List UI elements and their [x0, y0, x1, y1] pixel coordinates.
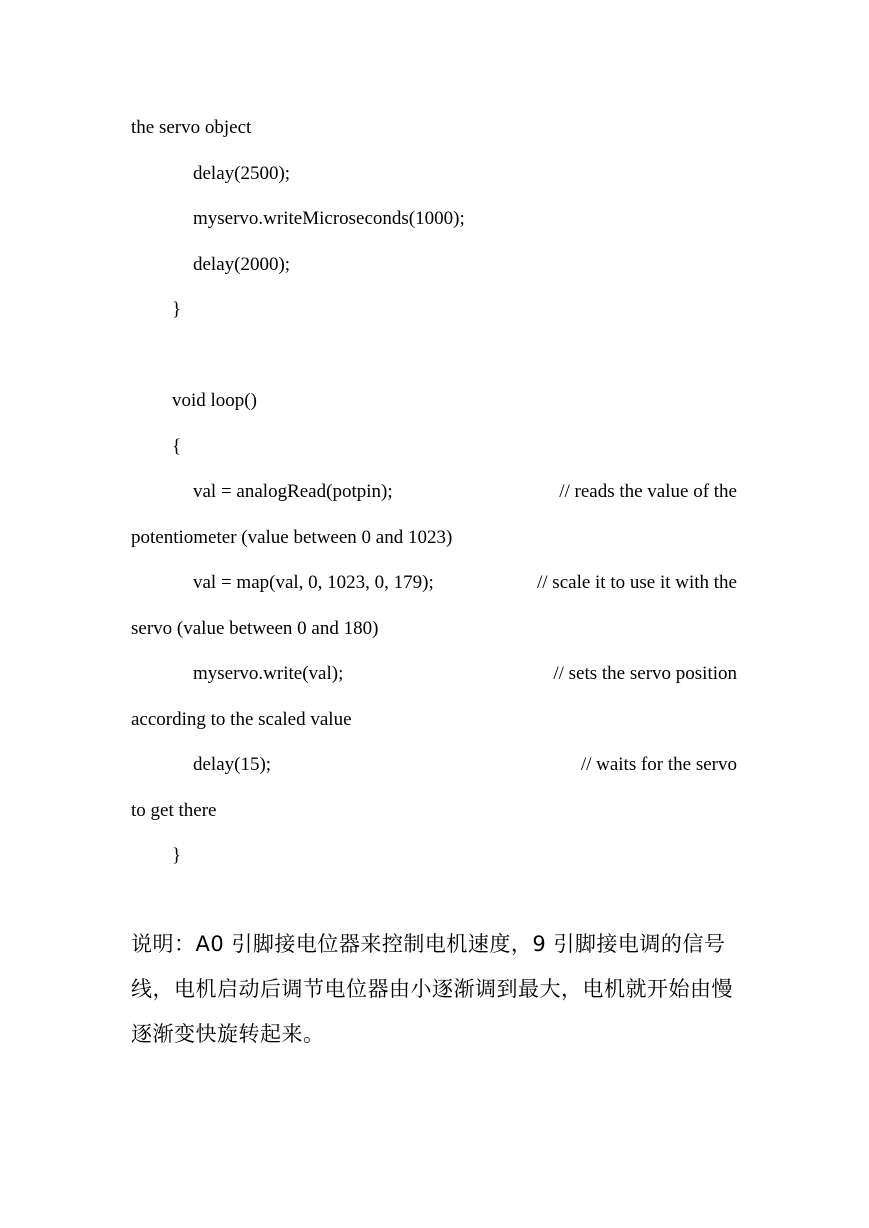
- code-line-void-loop: void loop(): [172, 390, 257, 411]
- comment-map: // scale it to use it with the: [537, 572, 737, 593]
- code-write: myservo.write(val);: [193, 663, 344, 684]
- code-map: val = map(val, 0, 1023, 0, 179);: [193, 572, 434, 593]
- comment-analog-read: // reads the value of the: [559, 481, 737, 502]
- code-line-delay-2000: delay(2000);: [193, 254, 291, 275]
- code-line-delay-15-cont: to get there: [131, 800, 217, 821]
- code-line-brace-close-loop: }: [172, 845, 182, 866]
- comment-write: // sets the servo position: [553, 663, 737, 684]
- code-row-write: [193, 662, 737, 686]
- explanation-paragraph: 说明：A0 引脚接电位器来控制电机速度，9 引脚接电调的信号线，电机启动后调节电位器由小逐渐调到最大，电机就开始由慢逐渐变快旋转起来。: [131, 932, 733, 1046]
- code-line-delay-2500: delay(2500);: [193, 163, 291, 184]
- code-row-map: [193, 571, 737, 595]
- code-line-analog-read-cont: potentiometer (value between 0 and 1023): [131, 527, 453, 548]
- code-row-delay-15: [193, 753, 737, 777]
- code-delay-15: delay(15);: [193, 754, 272, 775]
- code-line-brace-close-setup: }: [172, 299, 182, 320]
- code-line-brace-open-loop: {: [172, 436, 182, 457]
- code-line-map-cont: servo (value between 0 and 180): [131, 618, 379, 639]
- code-line-write-cont: according to the scaled value: [131, 709, 352, 730]
- code-analog-read: val = analogRead(potpin);: [193, 481, 393, 502]
- code-line-servo-object: the servo object: [131, 117, 252, 138]
- code-line-write-microseconds: myservo.writeMicroseconds(1000);: [193, 208, 465, 229]
- code-row-analog-read: [193, 480, 737, 504]
- comment-delay-15: // waits for the servo: [580, 754, 737, 775]
